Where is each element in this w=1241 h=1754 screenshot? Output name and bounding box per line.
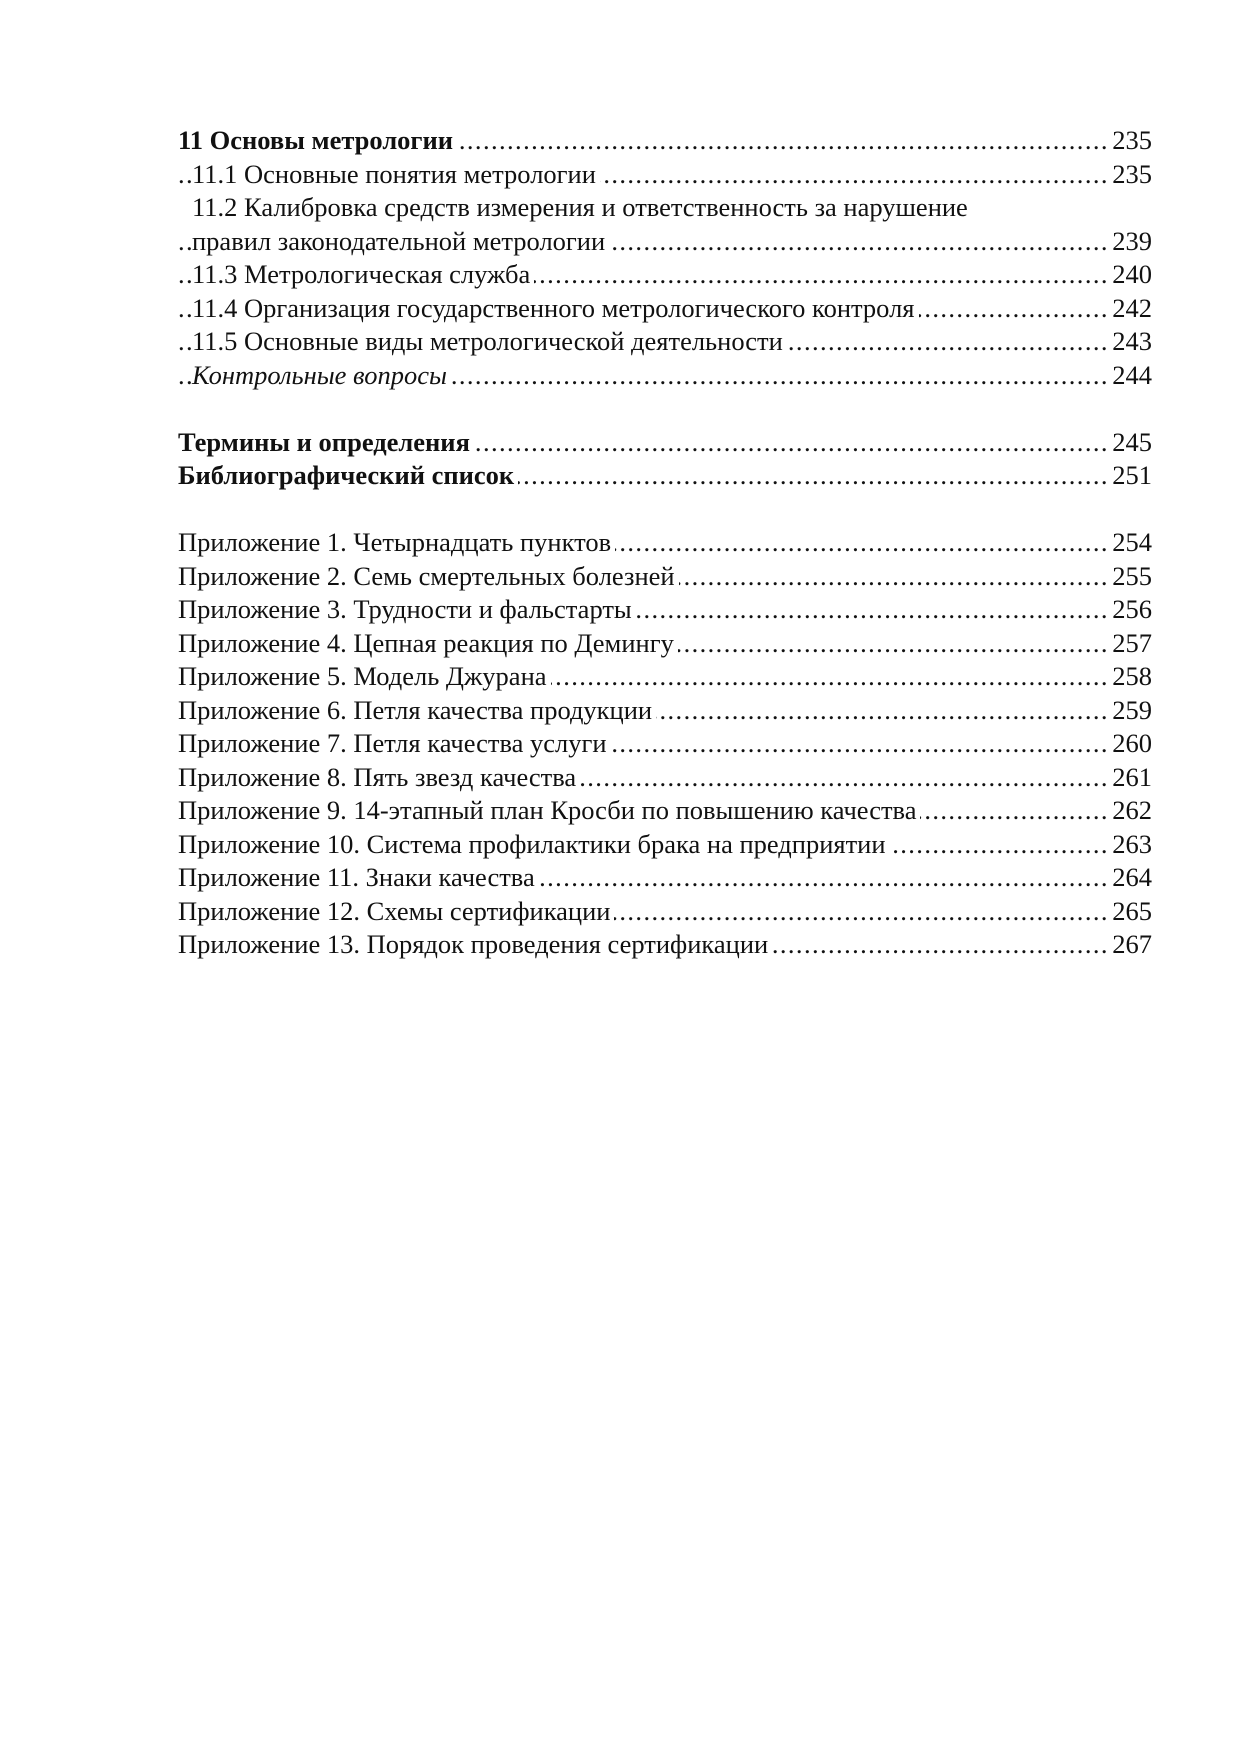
section-gap	[178, 493, 1152, 527]
toc-entry-page: 254	[1108, 526, 1152, 560]
toc-entry-title: 11.3 Метрологическая служба	[192, 259, 534, 289]
toc-entry-title: Приложение 7. Петля качества услуги	[178, 728, 611, 758]
toc-entry-page: 263	[1108, 828, 1152, 862]
toc-entry-page: 245	[1108, 426, 1152, 460]
toc-entry-title: 11.4 Организация государственного метрологического контроля	[192, 293, 919, 323]
toc-appendix-2[interactable]	[178, 560, 1152, 594]
toc-entry-page: 267	[1108, 928, 1152, 962]
toc-entry-title: Приложение 9. 14-этапный план Кросби по повышению качества	[178, 795, 920, 825]
toc-entry-page: 264	[1108, 861, 1152, 895]
toc-entry-page: 255	[1108, 560, 1152, 594]
toc-entry-title: Приложение 10. Система профилактики брака на предприятии	[178, 829, 890, 859]
toc-entry-title: Приложение 2. Семь смертельных болезней	[178, 561, 679, 591]
toc-entry-title: 11 Основы метрологии	[178, 125, 457, 155]
toc-entry-page: 257	[1108, 627, 1152, 661]
toc-entry-title: Приложение 12. Схемы сертификации	[178, 896, 614, 926]
appendix-list	[178, 526, 1152, 962]
toc-section-11-1[interactable]	[178, 158, 1152, 192]
toc-entry-page: 256	[1108, 593, 1152, 627]
toc-entry-title: Приложение 5. Модель Джурана	[178, 661, 551, 691]
toc-entry-title: Контрольные вопросы	[192, 360, 451, 390]
toc-appendix-4[interactable]	[178, 627, 1152, 661]
toc-entry-page: 260	[1108, 727, 1152, 761]
toc-entry-title: 11.2 Калибровка средств измерения и ответственность за нарушение	[192, 192, 972, 222]
toc-entry-title: Приложение 13. Порядок проведения сертификации	[178, 929, 772, 959]
toc-entry-page: 244	[1108, 359, 1152, 393]
toc-entry-page: 239	[1108, 225, 1152, 259]
toc-appendix-10[interactable]	[178, 828, 1152, 862]
toc-review-questions[interactable]	[178, 359, 1152, 393]
section-gap	[178, 392, 1152, 426]
toc-section-11-4[interactable]	[178, 292, 1152, 326]
toc-entry-page: 265	[1108, 895, 1152, 929]
toc-appendix-13[interactable]	[178, 928, 1152, 962]
toc-entry-page: 235	[1108, 158, 1152, 192]
toc-entry-title: Приложение 11. Знаки качества	[178, 862, 539, 892]
toc-section-11-3[interactable]	[178, 258, 1152, 292]
toc-entry-title: 11.5 Основные виды метрологической деятельности	[192, 326, 787, 356]
toc-entry-title: Приложение 1. Четырнадцать пунктов	[178, 527, 615, 557]
toc-entry-page: 242	[1108, 292, 1152, 326]
toc-entry-title: Библиографический список	[178, 460, 518, 490]
toc-appendix-12[interactable]	[178, 895, 1152, 929]
toc-appendix-3[interactable]	[178, 593, 1152, 627]
toc-entry-title-continued: правил законодательной метрологии	[192, 226, 609, 256]
toc-bibliography[interactable]	[178, 459, 1152, 493]
toc-entry-page: 251	[1108, 459, 1152, 493]
toc-entry-title: Приложение 3. Трудности и фальстарты	[178, 594, 636, 624]
toc-entry-page: 243	[1108, 325, 1152, 359]
toc-entry-page: 262	[1108, 794, 1152, 828]
toc-appendix-9[interactable]	[178, 794, 1152, 828]
toc-appendix-7[interactable]	[178, 727, 1152, 761]
toc-entry-title: Приложение 4. Цепная реакция по Демингу	[178, 628, 678, 658]
toc-entry-page: 259	[1108, 694, 1152, 728]
toc-section-11-5[interactable]	[178, 325, 1152, 359]
toc-entry-page: 261	[1108, 761, 1152, 795]
toc-appendix-6[interactable]	[178, 694, 1152, 728]
toc-appendix-8[interactable]	[178, 761, 1152, 795]
toc-terms-definitions[interactable]	[178, 426, 1152, 460]
toc-entry-title: Приложение 8. Пять звезд качества	[178, 762, 580, 792]
toc-entry-title: Термины и определения	[178, 427, 474, 457]
toc-section-11-2-line1[interactable]	[178, 191, 1152, 225]
table-of-contents	[178, 124, 1152, 962]
toc-entry-page: 258	[1108, 660, 1152, 694]
toc-entry-page: 235	[1108, 124, 1152, 158]
toc-chapter-11[interactable]	[178, 124, 1152, 158]
toc-entry-title: 11.1 Основные понятия метрологии	[192, 159, 600, 189]
toc-appendix-1[interactable]	[178, 526, 1152, 560]
toc-entry-title: Приложение 6. Петля качества продукции	[178, 695, 656, 725]
toc-appendix-5[interactable]	[178, 660, 1152, 694]
toc-entry-page: 240	[1108, 258, 1152, 292]
toc-section-11-2-line2[interactable]	[178, 225, 1152, 259]
toc-appendix-11[interactable]	[178, 861, 1152, 895]
